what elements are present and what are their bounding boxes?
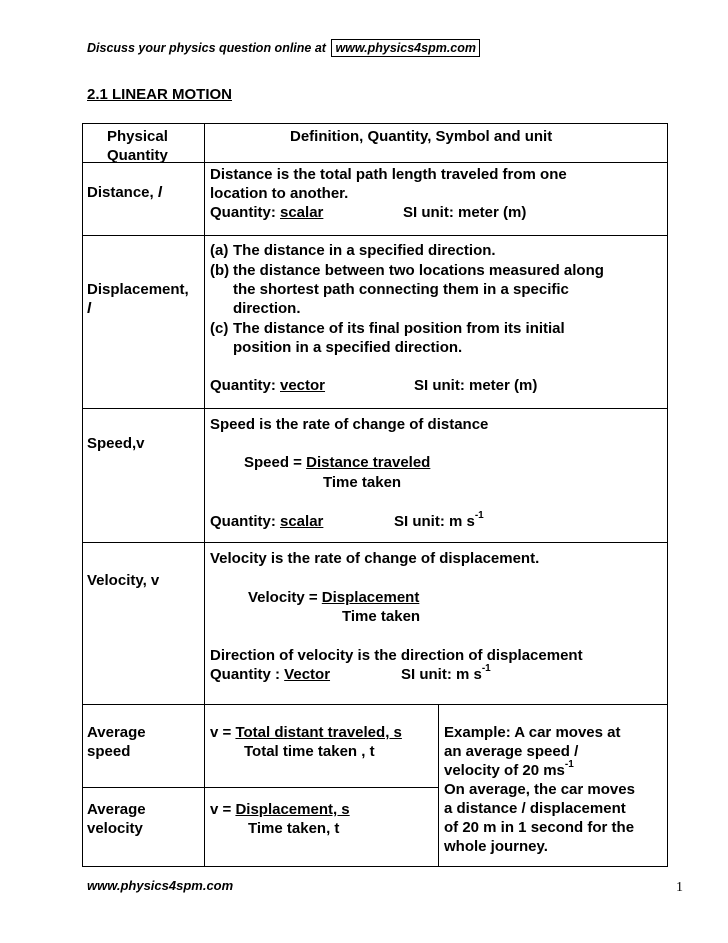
row-label-displacement: Displacement, l [87,281,189,317]
header-prefix: Discuss your physics question online at [87,41,326,55]
speed-quantity: Quantity: scalar [210,513,324,530]
col-header-definition: Definition, Quantity, Symbol and unit [290,128,553,145]
speed-unit: SI unit: m $s^{-1}$ [394,510,484,530]
section-title: 2.1 LINEAR MOTION [87,86,233,103]
velocity-formula-denominator: Time taken [342,608,421,625]
displacement-unit: SI unit: meter (m) [414,377,538,394]
distance-definition: Distance is the total path length traveled from one location to another. [210,166,567,202]
page-number: 1 [676,880,683,895]
row-label-distance: Distance, l [87,184,163,201]
footer-site: www.physics4spm.com [87,878,234,893]
row-label-velocity: Velocity, v [87,572,160,589]
displacement-item-a: (a) [210,242,229,259]
average-speed-formula-denominator: Total time taken , t [244,743,375,760]
displacement-item-b: (b) [210,262,230,279]
velocity-unit: SI unit: m $s^{-1}$ [401,663,491,683]
velocity-quantity: Quantity : Vector [210,666,331,683]
row-label-speed: Speed,v [87,435,145,452]
displacement-item-c-text: The distance of its final position from its initial position in a specified direction. [233,320,565,356]
col-header-physical-quantity: Physical Quantity [107,128,168,164]
row-label-average-velocity: Average velocity [87,801,146,837]
page-header [87,41,480,55]
speed-formula: Speed = Distance traveled [244,454,431,471]
velocity-direction: Direction of velocity is the direction of displacement [210,647,583,664]
distance-quantity: Quantity: scalar [210,204,324,221]
displacement-item-b-text: the distance between two locations measured along the shortest path connecting them in a specific direction. [233,262,604,317]
average-velocity-formula: v = Displacement, s [210,801,350,818]
header-url-link[interactable]: www.physics4spm.com [331,39,480,57]
velocity-formula: Velocity = Displacement [248,589,420,606]
displacement-item-a-text: The distance in a specified direction. [233,242,496,259]
row-label-average-speed: Average speed [87,724,146,760]
speed-definition: Speed is the rate of change of distance [210,416,489,433]
speed-formula-denominator: Time taken [323,474,402,491]
average-velocity-formula-denominator: Time taken, t [248,820,340,837]
distance-unit: SI unit: meter (m) [403,204,527,221]
displacement-quantity: Quantity: vector [210,377,326,394]
average-speed-formula: v = Total distant traveled, s [210,724,402,741]
displacement-item-c: (c) [210,320,229,337]
average-example: Example: A car moves at an average speed / velocity of 20 $ms^{-1}$ On average, the car moves a distance / displacement of 20 m in 1 second for the whole journey. [444,724,635,855]
velocity-definition: Velocity is the rate of change of displacement. [210,550,540,567]
